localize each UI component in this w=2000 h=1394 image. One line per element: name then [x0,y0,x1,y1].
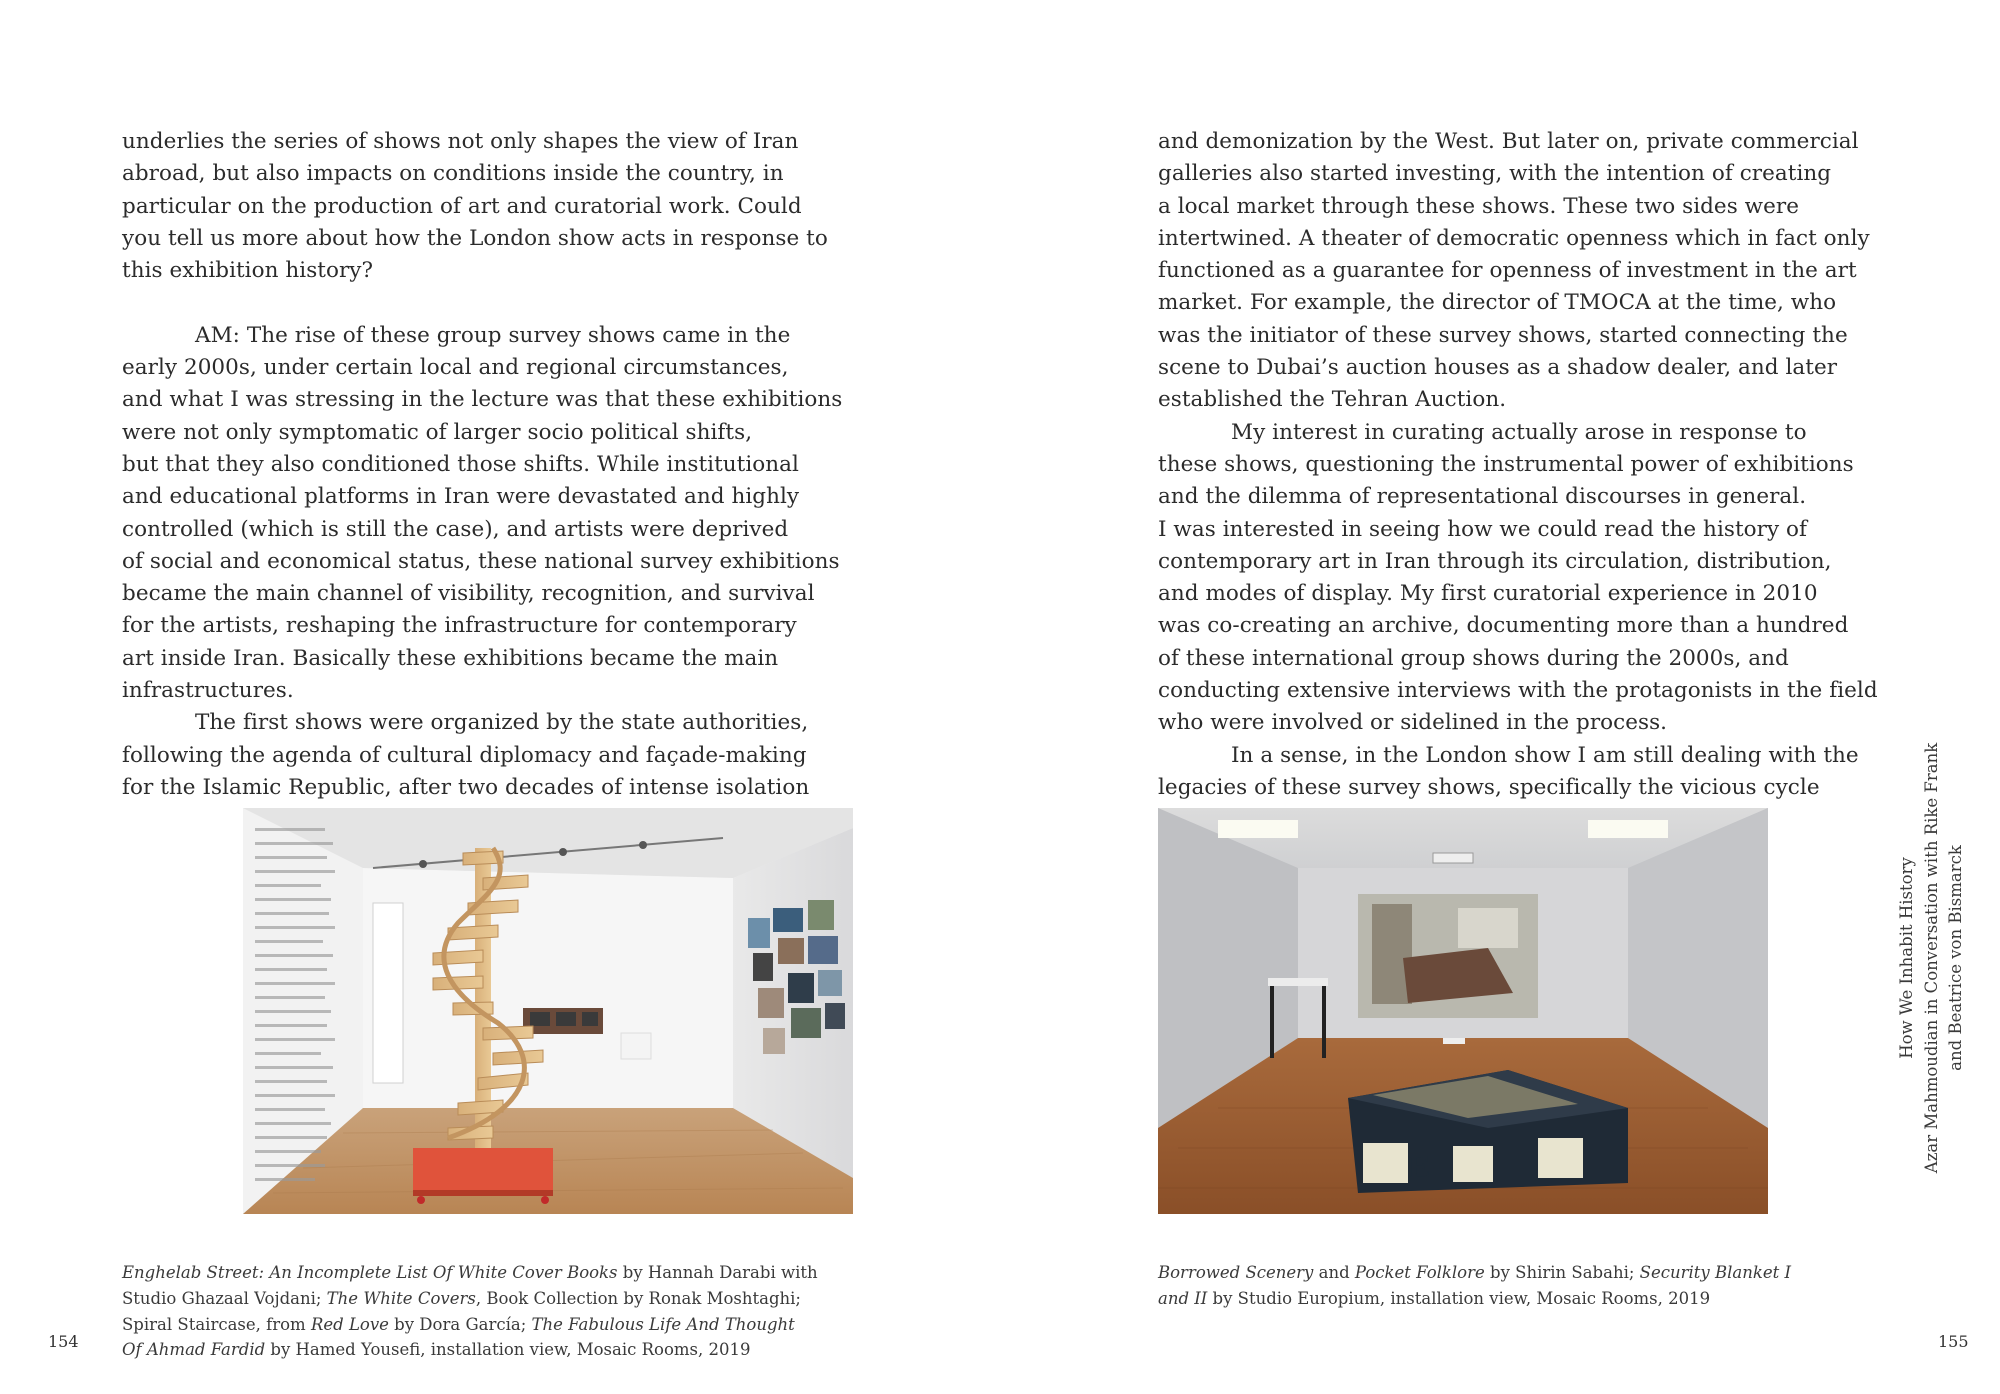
paragraph-gap [122,287,882,319]
text-line: and modes of display. My first curatorial experience in 2010 [1158,581,1818,607]
rug-letters: E [1408,1149,1431,1186]
caption-title: Borrowed Scenery [1158,1263,1314,1282]
caption-line [122,1337,882,1363]
running-head-subtitle: and Beatrice von Bismarck [1946,845,1965,1071]
text-line: functioned as a guarantee for openness of investment in the art [1158,258,1857,284]
text-line: abroad, but also impacts on conditions inside the country, in [122,161,784,187]
caption-text: by Hannah Darabi with [617,1263,818,1282]
caption-line [122,1312,882,1338]
text-line: AM: The rise of these group survey shows came in the [195,322,791,348]
running-head-subtitle: Azar Mahmoudian in Conversation with Rike Frank [1921,742,1941,1174]
text-line: and what I was stressing in the lecture was that these exhibitions [122,387,843,413]
caption-text: by Shirin Sabahi; [1484,1263,1640,1282]
text-line: market. For example, the director of TMOCA at the time, who [1158,290,1837,316]
text-line: particular on the production of art and curatorial work. Could [122,193,802,219]
text-line: became the main channel of visibility, recognition, and survival [122,581,815,607]
caption-line [1158,1260,1918,1286]
text-line: was co-creating an archive, documenting more than a hundred [1158,613,1849,639]
caption-title: Security Blanket I [1639,1263,1791,1282]
text-line: were not only symptomatic of larger socio political shifts, [122,419,753,445]
caption-title: Red Love [310,1314,389,1334]
caption-text: by Studio Europium, installation view, Mosaic Rooms, 2019 [1207,1288,1711,1308]
running-head-title: How We Inhabit History [1897,857,1916,1059]
text-line: these shows, questioning the instrumental power of exhibitions [1158,451,1854,477]
caption-text: and [1313,1263,1355,1282]
text-line: conducting extensive interviews with the protagonists in the field [1158,678,1878,704]
caption-text: by Dora García; [388,1314,532,1334]
text-line: was the initiator of these survey shows, started connecting the [1158,322,1848,348]
caption-text: by Hamed Yousefi, installation view, Mosaic Rooms, 2019 [265,1340,751,1360]
installation-photo-staircase [243,808,853,1214]
text-line: and demonization by the West. But later on, private commercial [1158,129,1859,154]
caption-title: Enghelab Street: An Incomplete List Of White Cover Books [122,1263,618,1282]
caption-text: Studio Ghazaal Vojdani; [122,1288,327,1308]
text-line: I was interested in seeing how we could read the history of [1158,516,1808,542]
text-line: The first shows were organized by the state authorities, [195,710,809,736]
caption-text: , Book Collection by Ronak Moshtaghi; [475,1288,801,1308]
text-line: contemporary art in Iran through its circulation, distribution, [1158,548,1832,574]
text-line: galleries also started investing, with the intention of creating [1158,161,1832,187]
text-line: for the artists, reshaping the infrastructure for contemporary [122,613,797,639]
caption-line [122,1260,882,1286]
text-line: legacies of these survey shows, specifically the vicious cycle [1158,774,1820,800]
text-line: My interest in curating actually arose in response to [1231,419,1807,445]
text-line: controlled (which is still the case), and artists were deprived [122,516,789,542]
caption-line [122,1286,882,1312]
text-line: infrastructures. [122,678,294,704]
text-line: a local market through these shows. These two sides were [1158,193,1799,219]
caption-title: The Fabulous Life And Thought [531,1314,795,1334]
right-body-text [1158,126,1918,804]
left-body-text [122,126,882,804]
text-line: of these international group shows during the 2000s, and [1158,645,1789,671]
text-line: underlies the series of shows not only shapes the view of Iran [122,129,799,154]
right-page [1000,0,2000,1394]
text-line: but that they also conditioned those shifts. While institutional [122,451,799,477]
installation-photo-projection-room [1158,808,1768,1214]
text-line: following the agenda of cultural diplomacy and façade-making [122,742,807,768]
text-line: this exhibition history? [122,258,374,284]
text-line: and the dilemma of representational discourses in general. [1158,484,1807,510]
text-line: art inside Iran. Basically these exhibitions became the main [122,645,779,671]
running-head [1895,718,1975,1198]
page-number: 155 [1938,1332,1969,1351]
page-number: 154 [48,1332,79,1351]
caption-title: Of Ahmad Fardid [122,1340,266,1360]
caption-title: The White Covers [326,1288,476,1308]
text-line: of social and economical status, these national survey exhibitions [122,548,840,574]
text-line: early 2000s, under certain local and regional circumstances, [122,355,789,381]
right-caption [1158,1260,1918,1312]
text-line: who were involved or sidelined in the process. [1158,710,1668,736]
text-line: and educational platforms in Iran were devastated and highly [122,484,800,510]
text-line: scene to Dubai’s auction houses as a shadow dealer, and later [1158,355,1838,381]
left-caption [122,1260,882,1363]
text-line: intertwined. A theater of democratic openness which in fact only [1158,225,1870,251]
text-line: In a sense, in the London show I am still dealing with the [1231,742,1859,768]
caption-title: Pocket Folklore [1354,1263,1485,1282]
caption-text: Spiral Staircase, from [122,1314,311,1334]
text-line: for the Islamic Republic, after two decades of intense isolation [122,774,810,800]
text-line: established the Tehran Auction. [1158,387,1507,413]
caption-line [1158,1286,1918,1312]
text-line: you tell us more about how the London show acts in response to [122,225,828,251]
caption-title: and II [1158,1288,1208,1308]
